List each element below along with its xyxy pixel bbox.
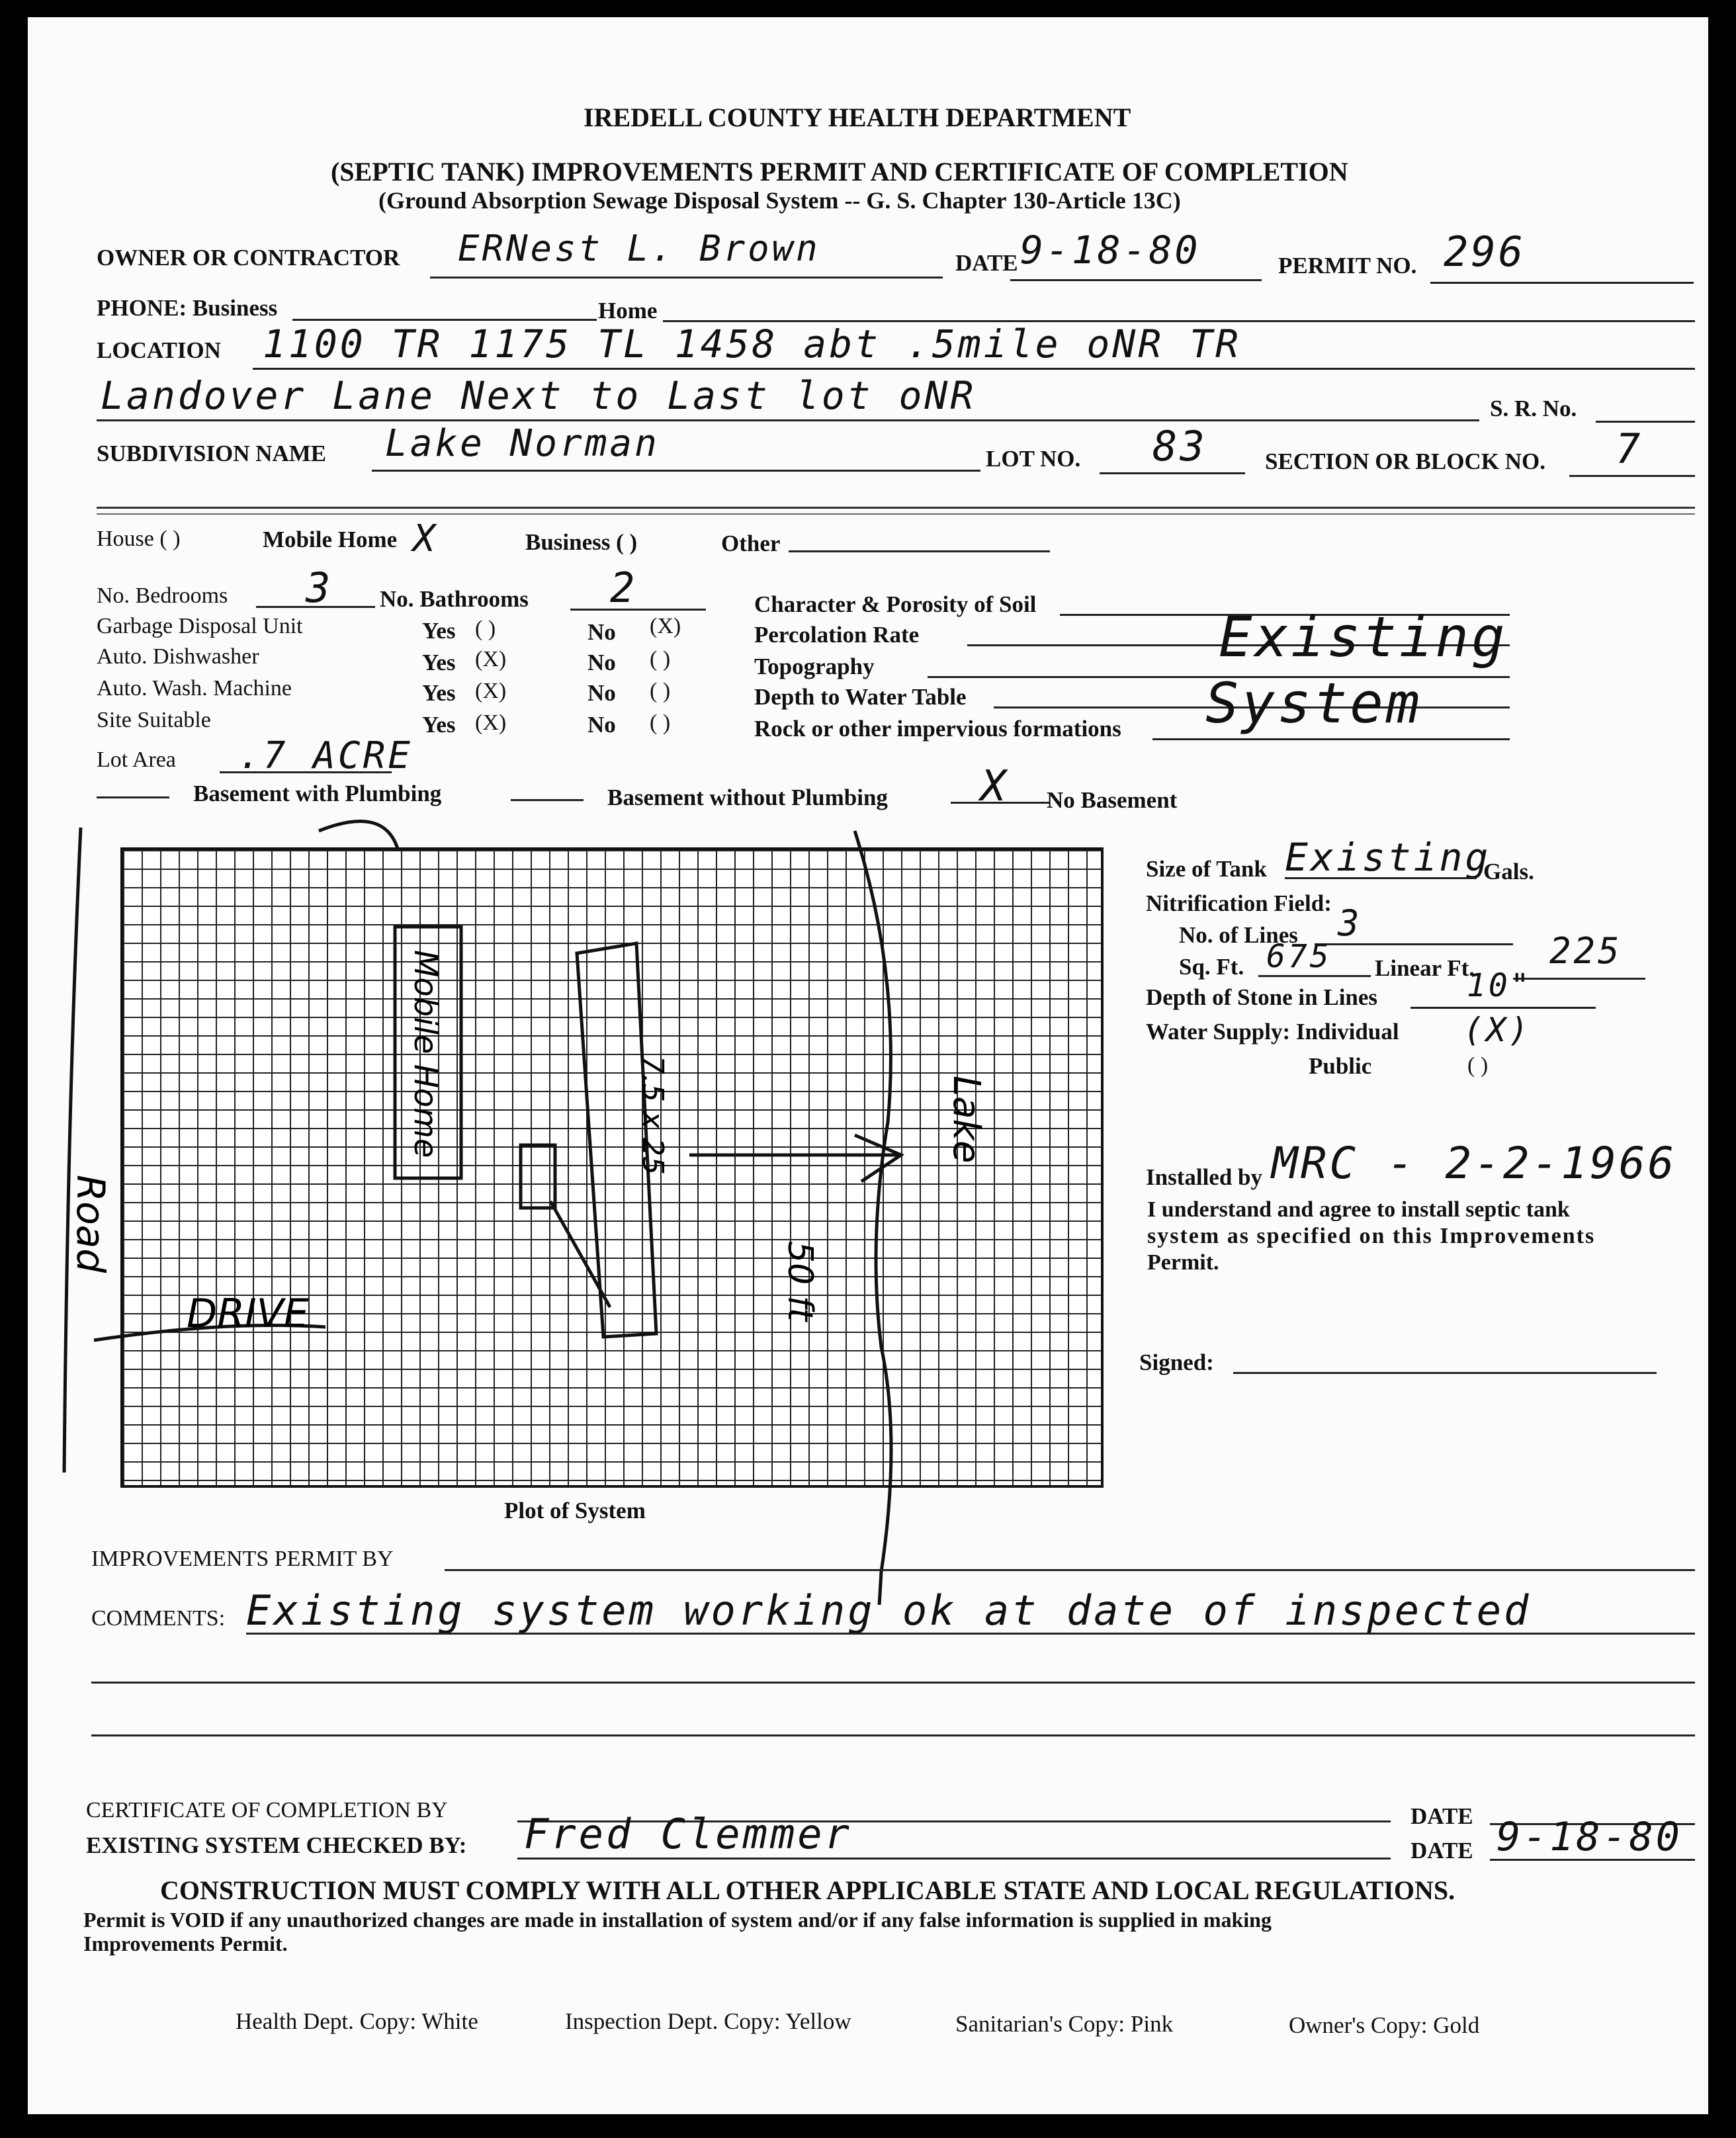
lot-area-line <box>220 771 392 773</box>
box-outline <box>521 1145 555 1208</box>
sqft-label: Sq. Ft. <box>1179 954 1244 980</box>
bathrooms-line <box>570 609 706 611</box>
department-title: IREDELL COUNTY HEALTH DEPARTMENT <box>584 103 1131 132</box>
copy-sanitarian: Sanitarian's Copy: Pink <box>955 2011 1174 2037</box>
shoreline <box>855 831 891 1605</box>
bedrooms-line <box>256 606 375 608</box>
sqft-line <box>1258 975 1371 977</box>
phone-home-label: Home <box>598 298 658 323</box>
check-label: Site Suitable <box>97 708 211 732</box>
other-line <box>789 550 1050 552</box>
check-yes-box: (X) <box>475 710 507 735</box>
comments-line-3 <box>91 1734 1695 1736</box>
tank-size-label: Size of Tank <box>1146 856 1267 882</box>
existing-value: Fred Clemmer <box>524 1810 852 1858</box>
tank-scribble <box>319 821 398 851</box>
soil-item: Rock or other impervious formations <box>754 716 1121 742</box>
owner-label: OWNER OR CONTRACTOR <box>97 245 400 271</box>
nitrification-label: Nitrification Field: <box>1146 890 1332 916</box>
tank-size-line <box>1285 877 1477 879</box>
owner-value: ERNest L. Brown <box>458 228 820 269</box>
signed-line <box>1233 1372 1657 1374</box>
soil-item: Percolation Rate <box>754 622 920 648</box>
lot-label: LOT NO. <box>986 446 1081 472</box>
basement-without-label: Basement without Plumbing <box>607 785 888 810</box>
lot-value: 83 <box>1152 422 1207 470</box>
check-label: Garbage Disposal Unit <box>97 614 303 638</box>
certificate-label: CERTIFICATE OF COMPLETION BY <box>86 1798 448 1822</box>
sr-no-label: S. R. No. <box>1490 396 1577 421</box>
plot-sketch <box>28 778 1708 1605</box>
lines-line <box>1315 943 1513 945</box>
check-yes: Yes <box>422 618 456 644</box>
subdivision-label: SUBDIVISION NAME <box>97 441 327 466</box>
linear-line <box>1513 978 1645 980</box>
void-notice-1: Permit is VOID if any unauthorized changes are made in installation of system and/or if any false information is supplied in making <box>83 1908 1272 1932</box>
soil-line <box>1152 738 1510 740</box>
agree-line1: I understand and agree to install septic tank <box>1147 1197 1570 1222</box>
divider-bottom <box>97 513 1695 515</box>
agree-line2: system as specified on this Improvements <box>1147 1224 1596 1248</box>
bathrooms-label: No. Bathrooms <box>380 586 529 612</box>
home-label: Mobile Home <box>407 950 444 1158</box>
depth-value: 10" <box>1467 967 1532 1004</box>
check-no-box: ( ) <box>650 647 671 671</box>
mobile-home-mark: X <box>413 517 438 560</box>
check-yes-box: (X) <box>475 679 507 703</box>
check-yes: Yes <box>422 680 456 706</box>
comments-value: Existing system working ok at date of inspected <box>246 1586 1532 1635</box>
lines-label: No. of Lines <box>1179 922 1298 948</box>
check-label: Auto. Dishwasher <box>97 644 259 669</box>
construction-notice: CONSTRUCTION MUST COMPLY WITH ALL OTHER APPLICABLE STATE AND LOCAL REGULATIONS. <box>160 1875 1455 1905</box>
divider-top <box>97 507 1695 509</box>
no-basement-mark: X <box>980 762 1009 811</box>
check-no: No <box>587 619 616 645</box>
copy-health: Health Dept. Copy: White <box>236 2008 478 2034</box>
check-no: No <box>587 680 616 706</box>
agree-line3: Permit. <box>1147 1250 1219 1275</box>
plot-caption: Plot of System <box>504 1498 646 1523</box>
check-no-box: (X) <box>650 614 681 638</box>
improvements-line <box>445 1569 1695 1571</box>
bedrooms-label: No. Bedrooms <box>97 583 228 608</box>
business-option: Business ( ) <box>525 529 638 555</box>
bedrooms-value: 3 <box>306 564 333 612</box>
soil-note-system: System <box>1205 671 1422 736</box>
permit-form <box>28 17 1708 2114</box>
distance-arrow <box>855 1135 901 1181</box>
installed-label: Installed by <box>1146 1164 1263 1190</box>
gals-label: Gals. <box>1483 859 1534 884</box>
signed-label: Signed: <box>1139 1349 1214 1375</box>
comments-line-1 <box>246 1633 1695 1635</box>
house-option: House ( ) <box>97 527 181 551</box>
road-label: Road <box>68 1175 113 1273</box>
form-title: (SEPTIC TANK) IMPROVEMENTS PERMIT AND CERTIFICATE OF COMPLETION <box>331 157 1348 187</box>
tank-label: 7.5 x 25 <box>636 1056 670 1175</box>
distance-label: 50 ft <box>780 1241 820 1322</box>
linear-value: 225 <box>1549 930 1622 972</box>
date-value: 9-18-80 <box>1020 228 1201 273</box>
road-line <box>64 828 81 1473</box>
soil-note-existing: Existing <box>1219 605 1508 669</box>
no-basement-label: No Basement <box>1047 787 1178 813</box>
subdivision-line <box>372 470 980 472</box>
phone-business-label: PHONE: Business <box>97 295 278 321</box>
public-box: ( ) <box>1467 1053 1489 1078</box>
check-no-box: ( ) <box>650 710 671 735</box>
soil-item: Character & Porosity of Soil <box>754 591 1037 617</box>
public-label: Public <box>1309 1053 1372 1079</box>
form-subtitle: (Ground Absorption Sewage Disposal System -- G. S. Chapter 130-Article 13C) <box>378 187 1181 214</box>
linear-label: Linear Ft. <box>1375 955 1475 981</box>
connector-line <box>550 1201 610 1307</box>
water-supply-label: Water Supply: Individual <box>1146 1019 1399 1045</box>
lines-value: 3 <box>1338 902 1362 944</box>
other-label: Other <box>721 531 781 556</box>
date-line <box>1010 279 1262 281</box>
existing-date-label: DATE <box>1410 1838 1473 1863</box>
comments-label: COMMENTS: <box>91 1606 226 1631</box>
phone-business-line <box>292 319 597 321</box>
bathrooms-value: 2 <box>610 564 638 612</box>
permit-label: PERMIT NO. <box>1278 253 1417 278</box>
existing-line <box>517 1858 1391 1860</box>
depth-line <box>1410 1007 1596 1009</box>
lot-area-value: .7 ACRE <box>238 734 413 777</box>
location-line-1 <box>253 368 1695 370</box>
existing-date-value: 9-18-80 <box>1497 1814 1682 1860</box>
section-line <box>1569 475 1695 477</box>
installed-value: MRC - 2-2-1966 <box>1272 1138 1677 1189</box>
permit-line <box>1430 282 1694 284</box>
section-value: 7 <box>1616 425 1643 473</box>
improvements-label: IMPROVEMENTS PERMIT BY <box>91 1547 394 1571</box>
void-notice-2: Improvements Permit. <box>83 1932 288 1955</box>
existing-label: EXISTING SYSTEM CHECKED BY: <box>86 1832 467 1858</box>
location-label: LOCATION <box>97 337 221 363</box>
location-line2: Landover Lane Next to Last lot oNR <box>101 373 976 418</box>
soil-item: Depth to Water Table <box>754 684 967 710</box>
check-no: No <box>587 712 616 738</box>
lot-area-label: Lot Area <box>97 748 176 772</box>
sqft-value: 675 <box>1266 938 1332 975</box>
water-individual-box: (X) <box>1463 1011 1532 1049</box>
section-label: SECTION OR BLOCK NO. <box>1265 449 1545 474</box>
mobile-home-label: Mobile Home <box>263 527 398 552</box>
check-yes-box: (X) <box>475 647 507 671</box>
lake-label: Lake <box>945 1076 988 1164</box>
location-line-2 <box>97 419 1479 421</box>
check-no: No <box>587 650 616 675</box>
comments-line-2 <box>91 1682 1695 1684</box>
copy-inspection: Inspection Dept. Copy: Yellow <box>565 2008 851 2034</box>
date-label: DATE <box>955 250 1018 276</box>
depth-label: Depth of Stone in Lines <box>1146 984 1378 1010</box>
owner-line <box>430 277 943 278</box>
lot-line <box>1100 472 1245 474</box>
drive-label: DRIVE <box>187 1291 309 1337</box>
tank-size-value: Existing <box>1285 835 1491 880</box>
check-no-box: ( ) <box>650 679 671 703</box>
sr-no-line <box>1596 421 1695 423</box>
copy-owner: Owner's Copy: Gold <box>1289 2012 1480 2038</box>
permit-value: 296 <box>1444 228 1526 276</box>
existing-date-line <box>1490 1859 1695 1861</box>
location-line1: 1100 TR 1175 TL 1458 abt .5mile oNR TR <box>263 321 1241 366</box>
basement-with-label: Basement with Plumbing <box>193 781 442 806</box>
check-yes: Yes <box>422 650 456 675</box>
soil-item: Topography <box>754 654 875 679</box>
subdivision-value: Lake Norman <box>385 422 660 465</box>
check-yes-box: ( ) <box>475 617 496 641</box>
certificate-date-label: DATE <box>1410 1803 1473 1829</box>
check-label: Auto. Wash. Machine <box>97 676 292 701</box>
check-yes: Yes <box>422 712 456 738</box>
